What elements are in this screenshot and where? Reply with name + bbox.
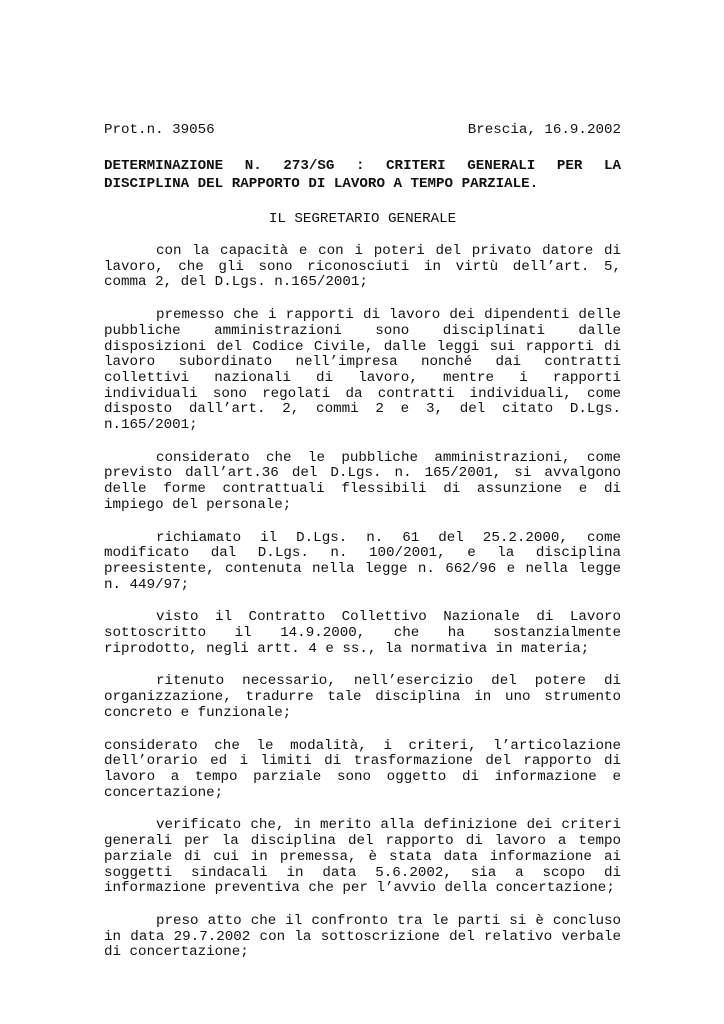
paragraph-richiamato: richiamato il D.Lgs. n. 61 del 25.2.2000, come modificato dal D.Lgs. n. 100/2001, e la disciplina preesistente, contenuta nella legge n. 662/96 e nella legge n. 449/97; xyxy=(104,529,621,593)
paragraph-considerato-modalita: considerato che le modalità, i criteri, l’articolazione dell’orario ed i limiti di trasformazione del rapporto di lavoro a tempo parziale sono oggetto di informazione e concertazione; xyxy=(104,737,621,801)
protocol-number: Prot.n. 39056 xyxy=(104,122,215,138)
paragraph-preso-atto: preso atto che il confronto tra le parti si è concluso in data 29.7.2002 con la sottoscrizione del relativo verbale di concertazione; xyxy=(104,912,621,961)
document-page xyxy=(104,121,621,961)
paragraph-premesso: premesso che i rapporti di lavoro dei dipendenti delle pubbliche amministrazioni sono disciplinati dalle disposizioni del Codice Civile, dalle leggi sui rapporti di lavoro subordinato nell’impresa nonché dai contratti collettivi nazionali di lavoro, mentre i rapporti individuali sono regolati da contratti individuali, come disposto dall’art. 2, commi 2 e 3, del citato D.Lgs. n.165/2001; xyxy=(104,307,621,434)
paragraph-ritenuto: ritenuto necessario, nell’esercizio del potere di organizzazione, tradurre tale disciplina in uno strumento concreto e funzionale; xyxy=(104,673,621,721)
document-title: DETERMINAZIONE N. 273/SG : CRITERI GENERALI PER LA DISCIPLINA DEL RAPPORTO DI LAVORO A TEMPO PARZIALE. xyxy=(104,158,621,192)
paragraph-visto: visto il Contratto Collettivo Nazionale di Lavoro sottoscritto il 14.9.2000, che ha sostanzialmente riprodotto, negli artt. 4 e ss., la normativa in materia; xyxy=(104,609,621,657)
paragraph-verificato: verificato che, in merito alla definizione dei criteri generali per la disciplina del rapporto di lavoro a tempo parziale di cui in premessa, è stata data informazione ai soggetti sindacali in data 5.6.2002, sia a scopo di informazione preventiva che per l’avvio della concertazione; xyxy=(104,817,621,897)
signer-heading: IL SEGRETARIO GENERALE xyxy=(268,211,457,227)
paragraph-capacita: con la capacità e con i poteri del privato datore di lavoro, che gli sono riconosciuti in virtù dell’art. 5, comma 2, del D.Lgs. n.165/2001; xyxy=(104,243,621,291)
document-header xyxy=(104,121,621,139)
paragraph-considerato-pa: considerato che le pubbliche amministrazioni, come previsto dall’art.36 del D.Lgs. n. 165/2001, si avvalgono delle forme contrattuali flessibili di assunzione e di impiego del personale; xyxy=(104,449,621,513)
place-date: Brescia, 16.9.2002 xyxy=(467,122,621,138)
